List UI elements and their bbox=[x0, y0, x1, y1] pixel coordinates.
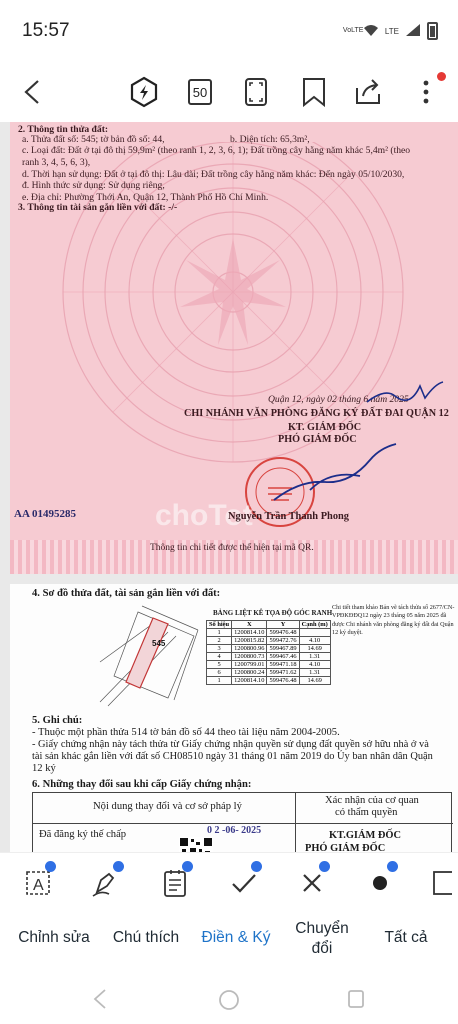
section5-title: 5. Ghi chú: bbox=[32, 715, 83, 726]
kt-director: KT. GIÁM ĐỐC bbox=[288, 422, 362, 433]
cross-icon bbox=[300, 871, 324, 895]
change-kt-director: KT.GIÁM ĐỐC bbox=[329, 830, 401, 841]
tab-edit[interactable]: Chỉnh sửa bbox=[18, 929, 90, 946]
coord-row bbox=[207, 629, 331, 637]
parcel-number-line: a. Thửa đất số: 545; tờ bản đồ số: 44, bbox=[22, 134, 165, 145]
coord-cell: 1200814.10 bbox=[232, 677, 267, 685]
document-page-2 bbox=[10, 584, 458, 852]
coord-cell: 599476.48 bbox=[267, 629, 299, 637]
coord-cell: 599467.46 bbox=[267, 653, 299, 661]
text-select-icon bbox=[24, 868, 52, 898]
signature-main-image bbox=[270, 440, 400, 510]
rectangle-tool[interactable] bbox=[426, 865, 458, 901]
note-2b: tài sản khác gắn liền với đất số CH08510 ngày 31 tháng 01 năm 2019 do Ủy ban nhân dân Quận bbox=[32, 751, 433, 762]
nav-recents-button[interactable] bbox=[346, 988, 366, 1015]
page-count-button[interactable] bbox=[182, 74, 218, 110]
tab-annotate[interactable]: Chú thích bbox=[112, 929, 180, 946]
document-page-1 bbox=[10, 122, 458, 574]
coord-cell: 14.69 bbox=[299, 677, 330, 685]
dot-icon bbox=[370, 873, 390, 893]
section2-title: 2. Thông tin thửa đất: bbox=[18, 124, 109, 135]
change-entry-mortgage: Đã đăng ký thế chấp bbox=[39, 829, 127, 840]
coord-row bbox=[207, 669, 331, 677]
pen-icon bbox=[91, 868, 121, 898]
notification-dot bbox=[437, 72, 446, 81]
volte-label: VoLTE bbox=[342, 27, 364, 34]
usage-term-line: d. Thời hạn sử dụng: Đất ở tại đô thị: Lâu dài; Đất trồng cây hằng năm khác: Đến ngày 05/10/2030, bbox=[22, 169, 405, 180]
area-line: b. Diện tích: 65,3m², bbox=[230, 134, 310, 145]
battery-icon bbox=[427, 22, 438, 40]
coord-cell: 1200800.73 bbox=[232, 653, 267, 661]
coord-cell: 599472.76 bbox=[267, 637, 299, 645]
coord-table-title: BẢNG LIỆT KÊ TỌA ĐỘ GÓC RANH bbox=[213, 609, 333, 617]
coord-cell: 2 bbox=[207, 637, 232, 645]
dot-tool[interactable] bbox=[360, 865, 400, 901]
signal-icon bbox=[405, 23, 421, 39]
qr-note: Thông tin chi tiết được thể hiện tại mã QR. bbox=[150, 543, 314, 553]
status-time: 15:57 bbox=[22, 20, 70, 41]
coord-header-x: X bbox=[232, 621, 267, 629]
checkmark-icon bbox=[230, 871, 258, 895]
section6-title: 6. Những thay đổi sau khi cấp Giấy chứng nhận: bbox=[32, 779, 252, 790]
coord-cell: 1.31 bbox=[299, 653, 330, 661]
signer-name: Nguyễn Trần Thanh Phong bbox=[228, 511, 349, 522]
coord-header-edge: Cạnh (m) bbox=[299, 621, 330, 629]
deputy-director: PHÓ GIÁM ĐỐC bbox=[278, 434, 357, 445]
coord-header-y: Y bbox=[267, 621, 299, 629]
wifi-icon bbox=[363, 23, 379, 39]
change-deputy-director: PHÓ GIÁM ĐỐC bbox=[305, 843, 386, 852]
page-count: 50 bbox=[188, 79, 212, 105]
coord-row bbox=[207, 677, 331, 685]
coord-cell: 1200814.10 bbox=[232, 629, 267, 637]
coord-cell: 4.10 bbox=[299, 637, 330, 645]
hexagon-lightning-icon bbox=[129, 76, 159, 108]
share-button[interactable] bbox=[350, 74, 386, 110]
coord-cell: 3 bbox=[207, 645, 232, 653]
coord-cell: 1.31 bbox=[299, 669, 330, 677]
nav-home-icon bbox=[217, 988, 241, 1012]
bookmark-icon bbox=[300, 77, 328, 107]
changes-col2-header-2: có thẩm quyền bbox=[335, 807, 398, 818]
coord-cell: 4 bbox=[207, 653, 232, 661]
tab-all[interactable]: Tất cả bbox=[384, 929, 428, 946]
changes-col1-header: Nội dung thay đổi và cơ sở pháp lý bbox=[93, 801, 242, 812]
form-tool[interactable] bbox=[155, 865, 195, 901]
bookmark-button[interactable] bbox=[296, 74, 332, 110]
pro-badge-icon bbox=[319, 861, 330, 872]
form-icon bbox=[162, 868, 188, 898]
bottom-toolbar bbox=[0, 852, 458, 977]
pro-badge-icon bbox=[45, 861, 56, 872]
changes-col2-header-1: Xác nhận của cơ quan bbox=[325, 795, 419, 806]
coord-cell: 4.10 bbox=[299, 661, 330, 669]
fit-page-icon bbox=[243, 77, 269, 107]
coord-cell: 1 bbox=[207, 629, 232, 637]
svg-text:A: A bbox=[33, 877, 44, 894]
map-reference-note: Chi tiết tham khảo Bản vẽ tách thửa số 2677/CN-VPĐKĐĐQ12 ngày 23 tháng 05 năm 2025 đã được Chi nhánh văn phòng đăng ký đất đai Quận 12 ký duyệt. bbox=[332, 604, 455, 637]
issuing-office: CHI NHÁNH VĂN PHÒNG ĐĂNG KÝ ĐẤT ĐAI QUẬN 12 bbox=[184, 408, 449, 419]
coord-cell: 1200800.24 bbox=[232, 669, 267, 677]
coord-cell: 14.69 bbox=[299, 645, 330, 653]
pro-badge-icon bbox=[182, 861, 193, 872]
qr-code-image bbox=[179, 837, 213, 852]
pro-badge-icon bbox=[251, 861, 262, 872]
nav-back-button[interactable] bbox=[92, 988, 108, 1015]
note-2a: - Giấy chứng nhận này tách thửa từ Giấy chứng nhận quyền sử dụng đất quyền sở hữu nhà ở và bbox=[32, 739, 429, 750]
coordinate-table bbox=[206, 620, 331, 685]
changes-table bbox=[32, 792, 452, 852]
signature-top-image bbox=[365, 378, 445, 408]
coord-header-id: Số hiệu bbox=[207, 621, 232, 629]
document-viewer[interactable] bbox=[0, 122, 458, 852]
text-select-tool[interactable] bbox=[18, 865, 58, 901]
certificate-serial: AA 01495285 bbox=[14, 508, 77, 520]
back-arrow-icon bbox=[21, 79, 43, 105]
coord-cell: 1 bbox=[207, 677, 232, 685]
coord-row bbox=[207, 645, 331, 653]
system-nav-bar bbox=[0, 976, 458, 1024]
coord-cell: 1200799.01 bbox=[232, 661, 267, 669]
coord-cell: 599467.89 bbox=[267, 645, 299, 653]
tab-fill-sign[interactable]: Điền & Ký bbox=[201, 929, 271, 946]
status-icons bbox=[343, 22, 438, 40]
nav-home-button[interactable] bbox=[217, 988, 241, 1017]
share-icon bbox=[353, 78, 383, 106]
more-vertical-icon bbox=[422, 79, 430, 105]
land-type-line-1: c. Loại đất: Đất ở tại đô thị 59,9m² (theo ranh 1, 2, 3, 6, 1); Đất trồng cây hằng năm khác 5,4m² (theo bbox=[22, 145, 411, 156]
address-line: e. Địa chỉ: Phường Thới An, Quận 12, Thành Phố Hồ Chí Minh. bbox=[22, 192, 269, 203]
coord-cell: 1200815.82 bbox=[232, 637, 267, 645]
cross-tool[interactable] bbox=[292, 865, 332, 901]
section3-title: 3. Thông tin tài sản gắn liền với đất: -/- bbox=[18, 202, 178, 213]
land-type-line-2: ranh 3, 4, 5, 6, 3), bbox=[22, 157, 91, 168]
coord-row bbox=[207, 653, 331, 661]
fullscreen-button[interactable] bbox=[238, 74, 274, 110]
top-toolbar bbox=[0, 62, 458, 122]
ai-assist-button[interactable] bbox=[126, 74, 162, 110]
note-1: - Thuộc một phần thửa 514 tờ bản đồ số 44 theo tài liệu năm 2004-2005. bbox=[32, 727, 340, 738]
coord-cell: 1200800.96 bbox=[232, 645, 267, 653]
nav-back-icon bbox=[92, 988, 108, 1010]
watermark-logo: choTot bbox=[155, 499, 253, 532]
checkmark-tool[interactable] bbox=[224, 865, 264, 901]
rectangle-icon bbox=[426, 868, 452, 898]
nav-recents-icon bbox=[346, 988, 366, 1010]
issue-date: Quận 12, ngày 02 tháng 6 năm 2025 bbox=[268, 394, 409, 405]
section4-title: 4. Sơ đồ thửa đất, tài sản gắn liền với đất: bbox=[32, 588, 221, 599]
coord-cell: 599471.18 bbox=[267, 661, 299, 669]
pen-tool[interactable] bbox=[86, 865, 126, 901]
coord-cell: 5 bbox=[207, 661, 232, 669]
back-button[interactable] bbox=[14, 74, 50, 110]
note-2c: 12 ký bbox=[32, 763, 56, 774]
coord-cell: 599476.48 bbox=[267, 677, 299, 685]
parcel-number: 545 bbox=[152, 639, 166, 648]
coord-cell bbox=[299, 629, 330, 637]
coord-row bbox=[207, 637, 331, 645]
coordinate-rows bbox=[207, 629, 331, 685]
change-date-stamp: 0 2 -06- 2025 bbox=[207, 825, 262, 836]
usage-form-line: đ. Hình thức sử dụng: Sử dụng riêng, bbox=[22, 180, 165, 191]
pro-badge-icon bbox=[113, 861, 124, 872]
pro-badge-icon bbox=[387, 861, 398, 872]
tab-convert[interactable]: Chuyển đổi bbox=[295, 920, 349, 957]
lte-label: LTE bbox=[384, 26, 399, 36]
coord-cell: 6 bbox=[207, 669, 232, 677]
coord-row bbox=[207, 661, 331, 669]
coord-cell: 599471.62 bbox=[267, 669, 299, 677]
parcel-map-image bbox=[98, 602, 208, 712]
status-bar bbox=[0, 0, 458, 60]
